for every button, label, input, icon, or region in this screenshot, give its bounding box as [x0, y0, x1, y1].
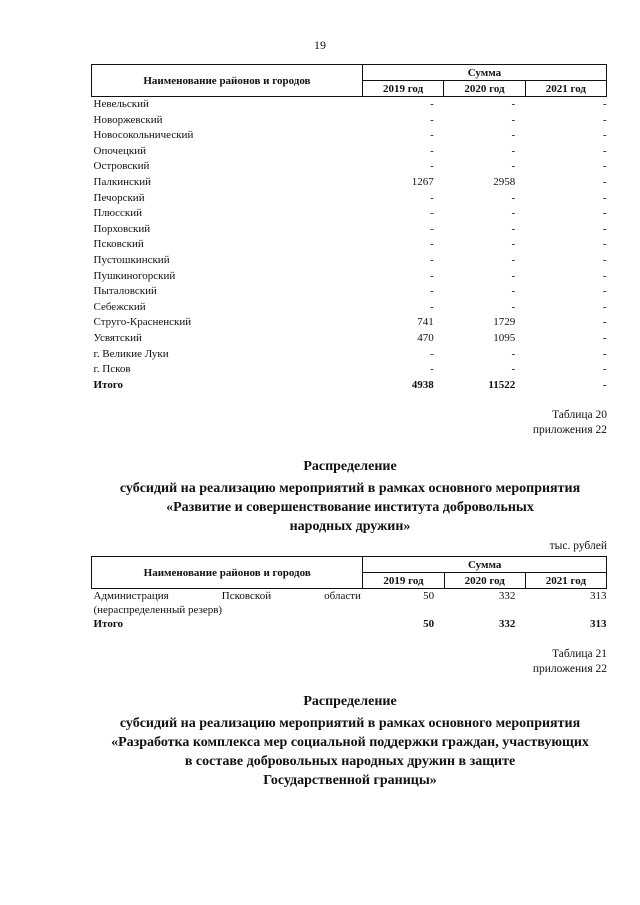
cell-2019: - [430, 269, 434, 282]
total-row [92, 378, 607, 394]
table-row [92, 589, 607, 618]
cell-2019: 470 [417, 331, 434, 344]
cell-2020: 332 [498, 590, 516, 602]
cell-2021: - [602, 300, 607, 313]
total-2020: 11522 [488, 378, 516, 391]
cell-2020: - [511, 222, 516, 235]
table21-caption-line1: Таблица 21 [552, 648, 607, 660]
cell-2021: - [602, 347, 607, 360]
table-row [92, 191, 607, 207]
heading20-line3: «Развитие и совершенствование института добровольных [166, 500, 534, 515]
table-row [92, 347, 607, 363]
heading21-line5: Государственной границы» [263, 773, 437, 788]
cell-2020: - [511, 269, 516, 282]
cell-2021: - [602, 98, 607, 110]
table21-caption [533, 648, 607, 675]
cell-2021: - [602, 238, 607, 251]
table-row [92, 315, 607, 331]
heading21-line1: Распределение [303, 694, 397, 709]
table-row [92, 362, 607, 378]
row-name: Невельский [93, 98, 149, 110]
cell-2021: - [602, 129, 607, 142]
table-row [92, 159, 607, 175]
cell-2020: 2958 [493, 175, 516, 188]
row-name: Опочецкий [93, 144, 146, 157]
table-row [92, 206, 607, 222]
total-2019: 4938 [411, 378, 434, 391]
table-body [92, 97, 607, 394]
cell-2021: - [602, 113, 607, 126]
cell-2021: - [602, 363, 607, 376]
cell-2021: - [602, 253, 607, 266]
row-name: Палкинский [93, 175, 152, 188]
cell-2020: - [511, 207, 516, 220]
heading20-line2: субсидий на реализацию мероприятий в рамках основного мероприятия [119, 481, 581, 496]
row-name: Себежский [93, 300, 146, 313]
row-name: Пустошкинский [93, 253, 170, 266]
cell-2019: - [430, 98, 434, 110]
table-row [92, 253, 607, 269]
cell-2019: - [430, 144, 434, 157]
cell-2019: - [430, 207, 434, 220]
cell-2019: - [430, 113, 434, 126]
units-label: тыс. рублей [549, 540, 607, 552]
column-header-2021: 2021 год [525, 81, 606, 97]
cell-2019: - [430, 191, 434, 204]
row-name: Новоржевский [93, 113, 163, 126]
row-name: Плюсский [93, 207, 143, 220]
heading20-line4: народных дружин» [289, 519, 411, 534]
subsidy-table-administration [91, 556, 607, 633]
table-row [92, 128, 607, 144]
row-name: Печорский [93, 191, 145, 204]
total-label: Итого [93, 618, 124, 630]
page-number: 19 [314, 38, 326, 52]
table-row [92, 237, 607, 253]
cell-2019: - [430, 253, 434, 266]
cell-2019: 741 [417, 316, 434, 329]
heading21-line4: в составе добровольных народных дружин в защите [184, 754, 516, 769]
table20-caption-line1: Таблица 20 [552, 409, 607, 421]
cell-2021: - [602, 144, 607, 157]
total-2019: 50 [423, 618, 435, 630]
cell-2020: 1729 [493, 316, 516, 329]
cell-2020: - [511, 191, 516, 204]
column-header-name: Наименование районов и городов [92, 557, 363, 589]
row-name: г. Великие Луки [93, 347, 169, 360]
cell-2021: - [602, 191, 607, 204]
cell-2019: - [430, 160, 434, 173]
cell-2020: - [511, 300, 516, 313]
cell-2020: - [511, 363, 516, 376]
row-name-word3: области [324, 590, 361, 602]
heading-table21 [60, 692, 640, 790]
cell-2019: - [430, 222, 434, 235]
table-row [92, 113, 607, 129]
column-header-2019: 2019 год [363, 573, 444, 589]
column-header-2021: 2021 год [525, 573, 606, 589]
row-name: Псковский [93, 238, 144, 251]
column-header-sum: Сумма [363, 557, 607, 573]
cell-2021: - [602, 331, 607, 344]
cell-2021: - [602, 269, 607, 282]
cell-2021: - [602, 285, 607, 298]
table20-caption [533, 409, 607, 436]
row-name: Островский [93, 160, 150, 173]
cell-2021: - [602, 316, 607, 329]
heading21-line2: субсидий на реализацию мероприятий в рамках основного мероприятия [119, 716, 581, 731]
cell-2020: - [511, 113, 516, 126]
cell-2019: 1267 [411, 175, 434, 188]
row-name: г. Псков [93, 363, 131, 376]
cell-2020: - [511, 285, 516, 298]
row-name-line2: (нераспределенный резерв) [93, 604, 223, 616]
row-name-word2: Псковской [221, 590, 272, 602]
cell-2019: - [430, 347, 434, 360]
cell-2020: - [511, 98, 516, 110]
row-name: Усвятский [93, 331, 142, 344]
cell-2020: - [511, 253, 516, 266]
table20-caption-line2: приложения 22 [532, 424, 607, 436]
table-row [92, 300, 607, 316]
cell-2019: - [430, 129, 434, 142]
cell-2021: 313 [590, 590, 607, 602]
row-name: Пушкиногорский [93, 269, 176, 282]
cell-2021: - [602, 175, 607, 188]
heading20-line1: Распределение [303, 459, 397, 474]
table21-caption-line2: приложения 22 [532, 663, 607, 675]
cell-2021: - [602, 160, 607, 173]
row-name: Струго-Красненский [93, 316, 192, 329]
table-row [92, 331, 607, 347]
cell-2019: - [430, 238, 434, 251]
heading21-line3: «Разработка комплекса мер социальной поддержки граждан, участвующих [111, 735, 589, 750]
table-row [92, 144, 607, 160]
row-name: Новосокольнический [93, 129, 194, 142]
cell-2019: - [430, 363, 434, 376]
column-header-2020: 2020 год [444, 81, 525, 97]
row-name: Пыталовский [93, 285, 157, 298]
table-row [92, 175, 607, 191]
cell-2019: - [430, 285, 434, 298]
table-row [92, 284, 607, 300]
heading-table20 [60, 457, 640, 536]
cell-2021: - [602, 222, 607, 235]
column-header-2019: 2019 год [362, 81, 443, 97]
total-2021: 313 [590, 618, 607, 630]
total-label: Итого [93, 378, 124, 391]
column-header-2020: 2020 год [444, 573, 525, 589]
column-header-name: Наименование районов и городов [92, 65, 363, 97]
table-row [92, 97, 607, 113]
cell-2020: - [511, 238, 516, 251]
row-name [92, 589, 363, 618]
table-row [92, 269, 607, 285]
cell-2019: 50 [423, 590, 435, 602]
row-name: Порховский [93, 222, 151, 235]
column-header-sum: Сумма [362, 65, 606, 81]
cell-2020: 1095 [493, 331, 516, 344]
cell-2019: - [430, 300, 434, 313]
cell-2020: - [511, 160, 516, 173]
row-name-word1: Администрация [93, 590, 169, 602]
cell-2020: - [511, 129, 516, 142]
cell-2021: - [602, 207, 607, 220]
cell-2020: - [511, 347, 516, 360]
total-row [92, 617, 607, 633]
subsidy-table-districts [91, 64, 607, 393]
cell-2020: - [511, 144, 516, 157]
total-2020: 332 [498, 618, 516, 630]
total-2021: - [602, 378, 607, 391]
table-row [92, 222, 607, 238]
